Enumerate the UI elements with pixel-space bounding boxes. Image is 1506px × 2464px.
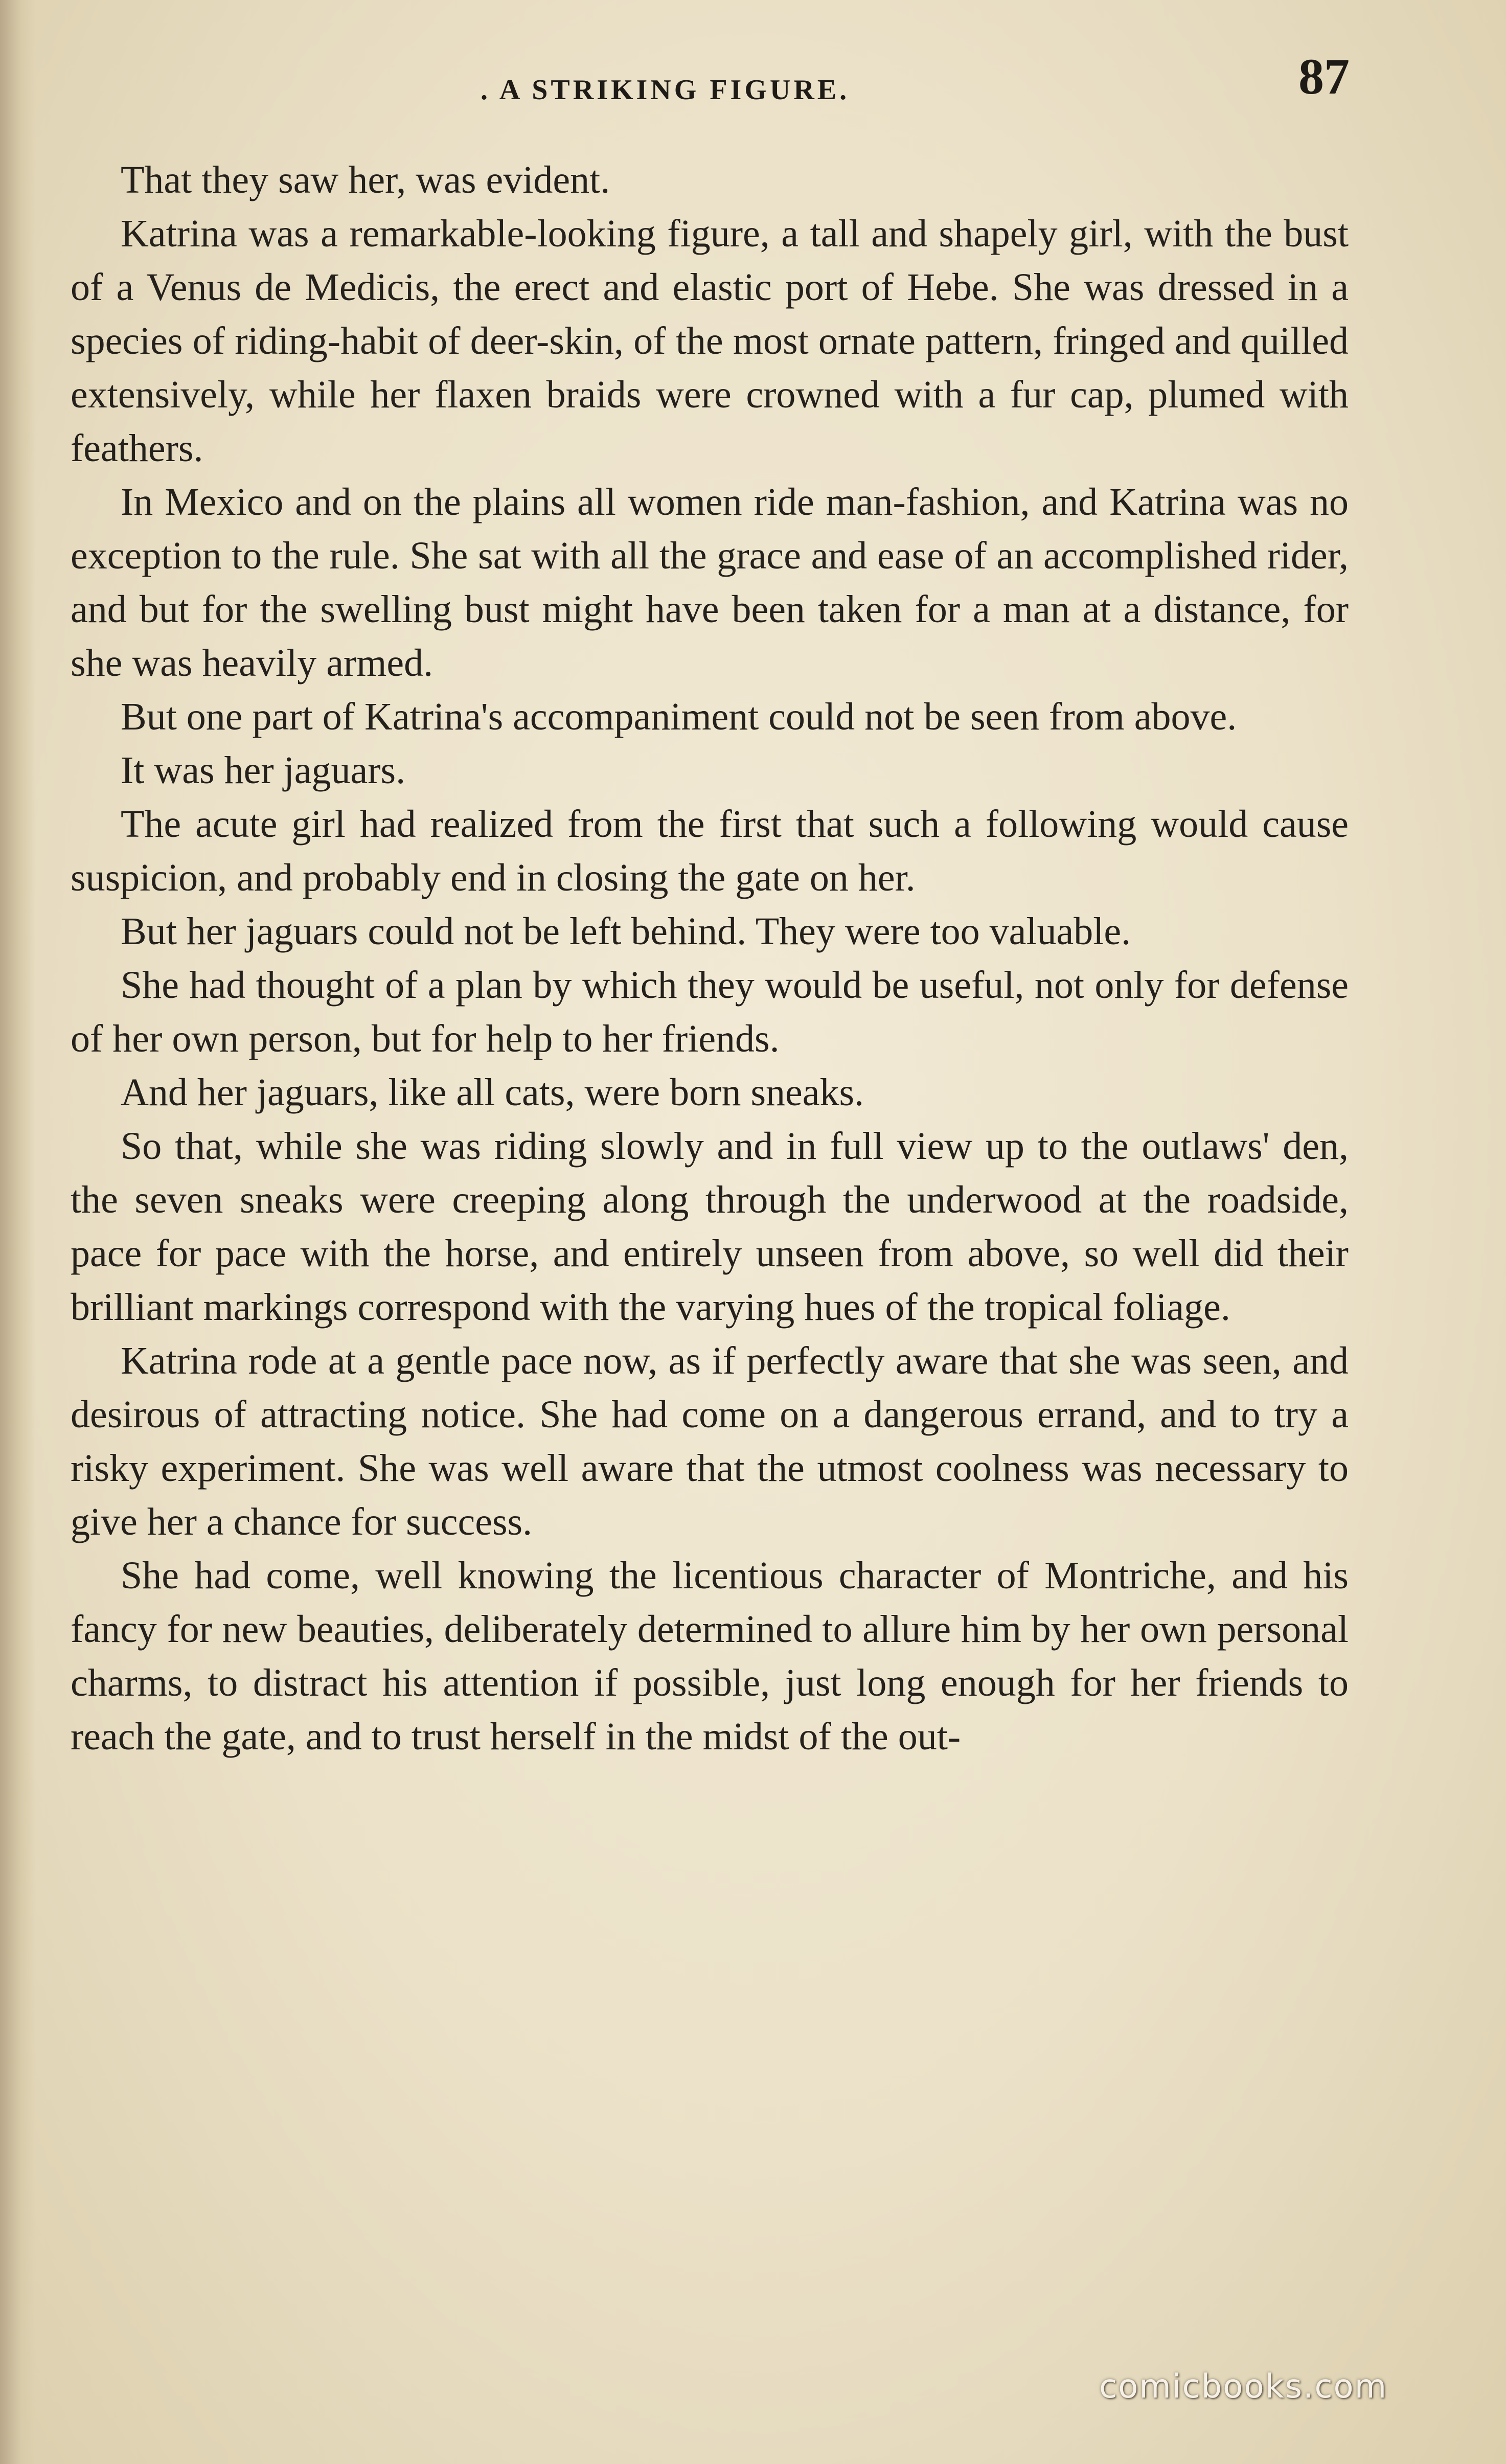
paragraph: It was her jaguars. [121, 749, 406, 792]
running-title: . A STRIKING FIGURE. [481, 74, 850, 106]
paragraph: And her jaguars, like all cats, were born sneaks. [121, 1071, 864, 1114]
paragraph: She had come, well knowing the licentious character of Montriche, and his fancy for new beauties, deliberately determined to allure him by her own personal charms, to distract his attention if possible, just long enough for her friends to reach the gate, and to trust herself in the midst of the out- [71, 1554, 1349, 1758]
paragraph: But her jaguars could not be left behind. They were too valuable. [121, 910, 1131, 953]
body-text [71, 153, 1349, 1764]
paragraph: That they saw her, was evident. [121, 158, 610, 201]
paragraph: In Mexico and on the plains all women ride man-fashion, and Katrina was no exception to the rule. She sat with all the grace and ease of an accomplished rider, and but for the swelling bust might have been taken for a man at a distance, for she was heavily armed. [71, 481, 1349, 685]
paragraph: Katrina rode at a gentle pace now, as if perfectly aware that she was seen, and desirous of attracting notice. She had come on a dangerous errand, and to try a risky experiment. She was well aware that the utmost coolness was necessary to give her a chance for success. [71, 1339, 1349, 1543]
paragraph: The acute girl had realized from the first that such a following would cause suspicion, and probably end in closing the gate on her. [71, 803, 1349, 899]
paragraph: But one part of Katrina's accompaniment could not be seen from above. [121, 695, 1237, 738]
page-number: 87 [1298, 48, 1350, 105]
paragraph: Katrina was a remarkable-looking figure, a tall and shapely girl, with the bust of a Venus de Medicis, the erect and elastic port of Hebe. She was dressed in a species of riding-habit of deer-skin, of the most ornate pattern, fringed and quilled extensively, while her flaxen braids were crowned with a fur cap, plumed with feathers. [71, 212, 1349, 470]
paragraph: She had thought of a plan by which they would be useful, not only for defense of her own person, but for help to her friends. [71, 964, 1349, 1060]
paragraph: So that, while she was riding slowly and in full view up to the outlaws' den, the seven sneaks were creeping along through the underwood at the roadside, pace for pace with the horse, and entirely unseen from above, so well did their brilliant markings correspond with the varying hues of the tropical foliage. [71, 1125, 1349, 1329]
page-edge [0, 0, 36, 2464]
watermark: comicbooks.com [1099, 2368, 1388, 2406]
page-header [0, 47, 1506, 119]
